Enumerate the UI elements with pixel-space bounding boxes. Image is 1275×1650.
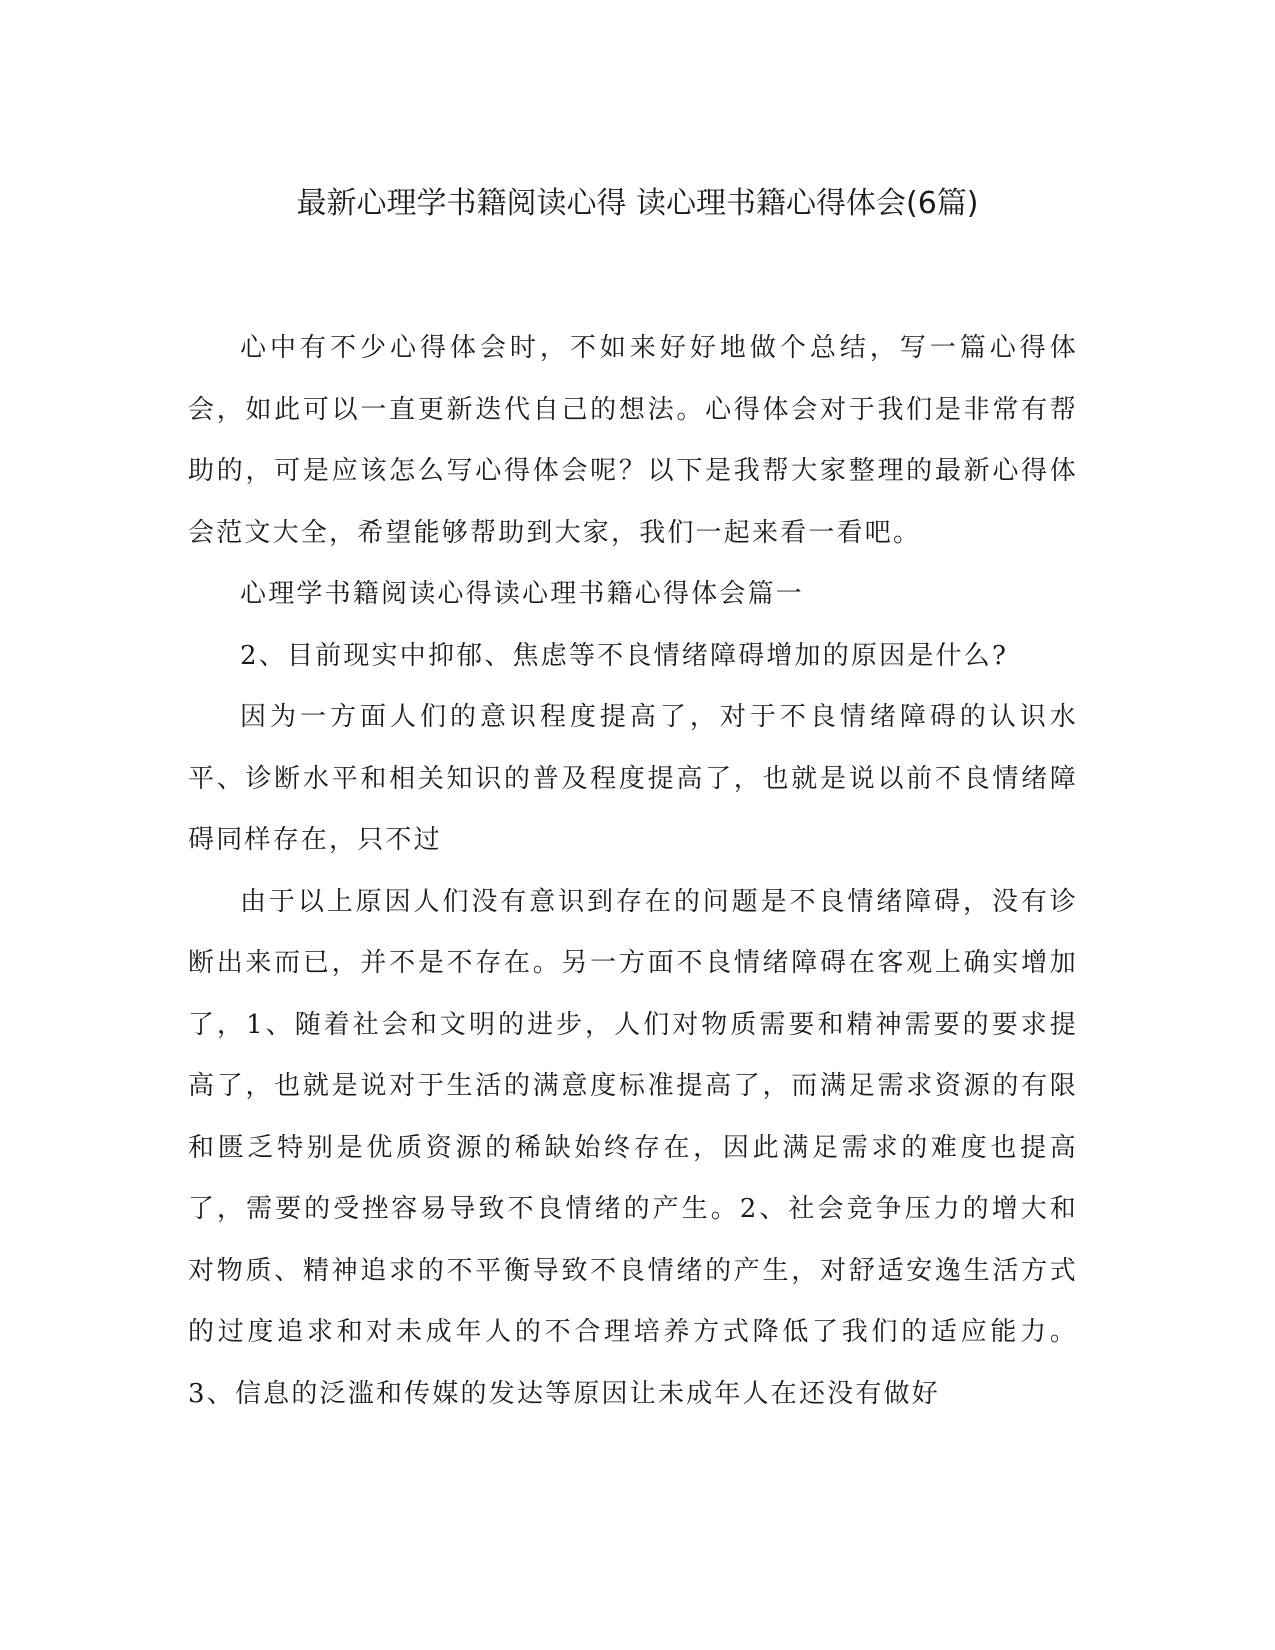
question-paragraph: 2、目前现实中抑郁、焦虑等不良情绪障碍增加的原因是什么? — [240, 640, 1009, 671]
answer-paragraph: 因为一方面人们的意识程度提高了，对于不良情绪障碍的认识水平、诊断水平和相关知识的普及程度提高了，也就是说以前不良情绪障碍同样存在，只不过 — [188, 702, 1078, 855]
section-heading: 心理学书籍阅读心得读心理书籍心得体会篇一 — [240, 579, 805, 609]
intro-paragraph: 心中有不少心得体会时，不如来好好地做个总结，写一篇心得体会，如此可以一直更新迭代自己的想法。心得体会对于我们是非常有帮助的，可是应该怎么写心得体会呢？以下是我帮大家整理的最新心得体会范文大全，希望能够帮助到大家，我们一起来看一看吧。 — [188, 333, 1078, 548]
document-title: 最新心理学书籍阅读心得 读心理书籍心得体会(6篇) — [296, 186, 979, 221]
body-paragraph: 由于以上原因人们没有意识到存在的问题是不良情绪障碍，没有诊断出来而已，并不是不存在。另一方面不良情绪障碍在客观上确实增加了，1、随着社会和文明的进步，人们对物质需要和精神需要的要求提高了，也就是说对于生活的满意度标准提高了，而满足需求资源的有限和匮乏特别是优质资源的稀缺始终存在，因此满足需求的难度也提高了，需要的受挫容易导致不良情绪的产生。2、社会竞争压力的增大和对物质、精神追求的不平衡导致不良情绪的产生，对舒适安逸生活方式的过度追求和对未成年人的不合理培养方式降低了我们的适应能力。3、信息的泛滥和传媒的发达等原因让未成年人在还没有做好 — [188, 886, 1078, 1409]
document-body — [188, 318, 1078, 1425]
